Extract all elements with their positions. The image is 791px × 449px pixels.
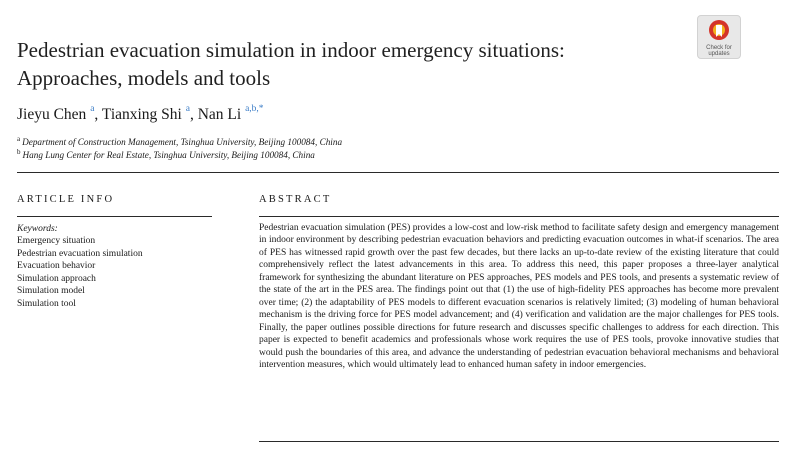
author-name: Jieyu Chen xyxy=(17,106,87,124)
title-line-1: Pedestrian evacuation simulation in indoor emergency situations: xyxy=(17,38,565,62)
keywords-label: Keywords: xyxy=(17,224,58,234)
abstract-bottom-divider xyxy=(259,441,779,442)
keyword-item: Evacuation behavior xyxy=(17,261,96,271)
title-line-2: Approaches, models and tools xyxy=(17,66,271,90)
keyword-item: Emergency situation xyxy=(17,236,96,246)
bookmark-ribbon-icon xyxy=(707,19,731,45)
article-info-heading: ARTICLE INFO xyxy=(17,194,115,205)
check-for-updates-button[interactable] xyxy=(697,15,741,59)
affiliation-link[interactable]: a xyxy=(90,104,95,114)
affiliation-b xyxy=(17,148,315,160)
author-list: Jieyu Chen $^a$, Tianxing Shi $^a$, Nan Li $^{a,b,*}$ xyxy=(17,104,264,124)
affiliation-mark: b xyxy=(17,148,21,156)
keyword-item: Simulation model xyxy=(17,286,85,296)
author-name: Tianxing Shi xyxy=(101,106,182,124)
abstract-divider xyxy=(259,216,779,217)
affiliation-text: Hang Lung Center for Real Estate, Tsinghua University, Beijing 100084, China xyxy=(22,150,315,161)
keyword-list xyxy=(17,235,143,310)
keyword-item: Simulation approach xyxy=(17,273,96,284)
affiliation-link[interactable]: a xyxy=(185,104,190,114)
affiliation-mark: a xyxy=(17,135,21,143)
abstract-text: Pedestrian evacuation simulation (PES) provides a low-cost and low-risk method to facilitate safety design and emergency management in indoor environment by describing pedestrian evacuation behaviors and predicting evacuation outcomes in what-if scenarios. The area of PES has witnessed rapid growth over the past few decades, but there lacks an up-to-date review of the existing literature that could comprehensively reflect the latest advancements in this area. To address this need, this paper proposes a three-layer analytical framework for synthesizing the abundant literature on PES approaches, PES models and PES tools, and presents a systematic review of the state of the art in the PES area. The findings point out that (1) the use of high-fidelity PES approaches has become more prevalent over time; (2) the adaptability of PES models to different evacuation scenarios is relatively limited; (3) modeling of human behavioral mechanism is the driving force for PES model advancement; and (4) verification and validation are the major challenges for PES tools. Finally, the paper outlines possible directions for future research and discusses specific challenges to address for each direction. This paper is expected to benefit academics and professionals whose work requires the use of PES tools, provoke innovative studies that would push the boundaries of this area, and advance the understanding of pedestrian evacuation behavioral mechanisms and behavioral intervention measures, which would ultimately lead to enhanced human safety in indoor emergencies. xyxy=(259,223,779,371)
affiliation-text: Department of Construction Management, Tsinghua University, Beijing 100084, China xyxy=(22,137,343,148)
affiliation-a xyxy=(17,135,342,147)
affiliation-link[interactable]: a,b,* xyxy=(245,104,264,114)
badge-label-line-1: Check for xyxy=(706,45,732,51)
keyword-item: Simulation tool xyxy=(17,298,76,309)
abstract-heading: ABSTRACT xyxy=(259,194,332,205)
keyword-item: Pedestrian evacuation simulation xyxy=(17,248,143,259)
author-name: Nan Li xyxy=(197,106,242,124)
header-divider xyxy=(17,172,779,173)
badge-label-line-2: updates xyxy=(708,51,730,57)
article-info-divider xyxy=(17,216,212,217)
article-title xyxy=(17,36,657,92)
